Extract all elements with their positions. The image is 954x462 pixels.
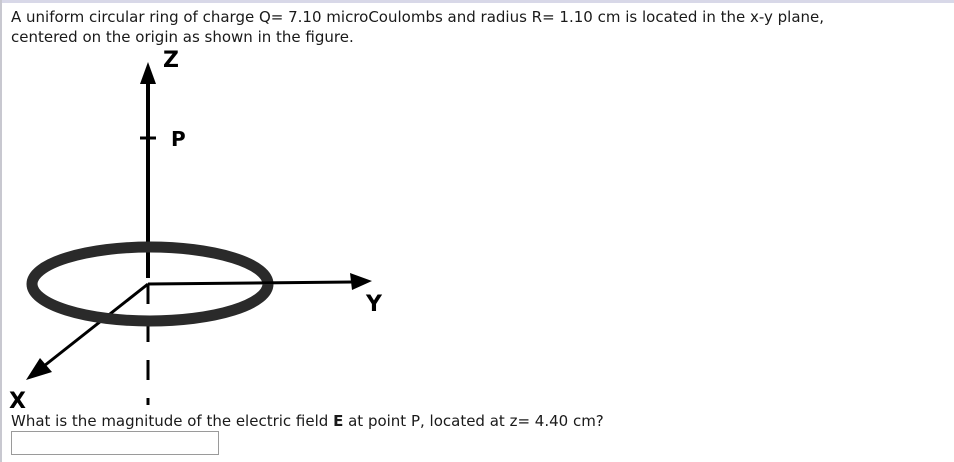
question-text-line-1: A uniform circular ring of charge Q= 7.10 microCoulombs and radius R= 1.10 cm is located in the x-y plane, bbox=[11, 8, 825, 26]
prompt-text-before: What is the magnitude of the electric field bbox=[11, 412, 334, 430]
prompt-text-after: at point P, located at z= 4.40 cm? bbox=[343, 412, 604, 430]
question-prompt bbox=[11, 411, 604, 431]
point-p-label: P bbox=[171, 127, 186, 151]
prompt-vector-e: E bbox=[333, 412, 344, 430]
answer-input[interactable] bbox=[11, 431, 219, 455]
question-text-line-2: centered on the origin as shown in the figure. bbox=[11, 28, 354, 46]
z-axis-arrowhead bbox=[140, 62, 156, 84]
x-axis-label: X bbox=[9, 389, 26, 414]
y-axis-label: Y bbox=[366, 292, 382, 317]
y-axis bbox=[148, 282, 352, 284]
z-axis-label: Z bbox=[163, 48, 179, 73]
y-axis-arrowhead bbox=[350, 273, 372, 290]
ring-front bbox=[32, 284, 268, 321]
